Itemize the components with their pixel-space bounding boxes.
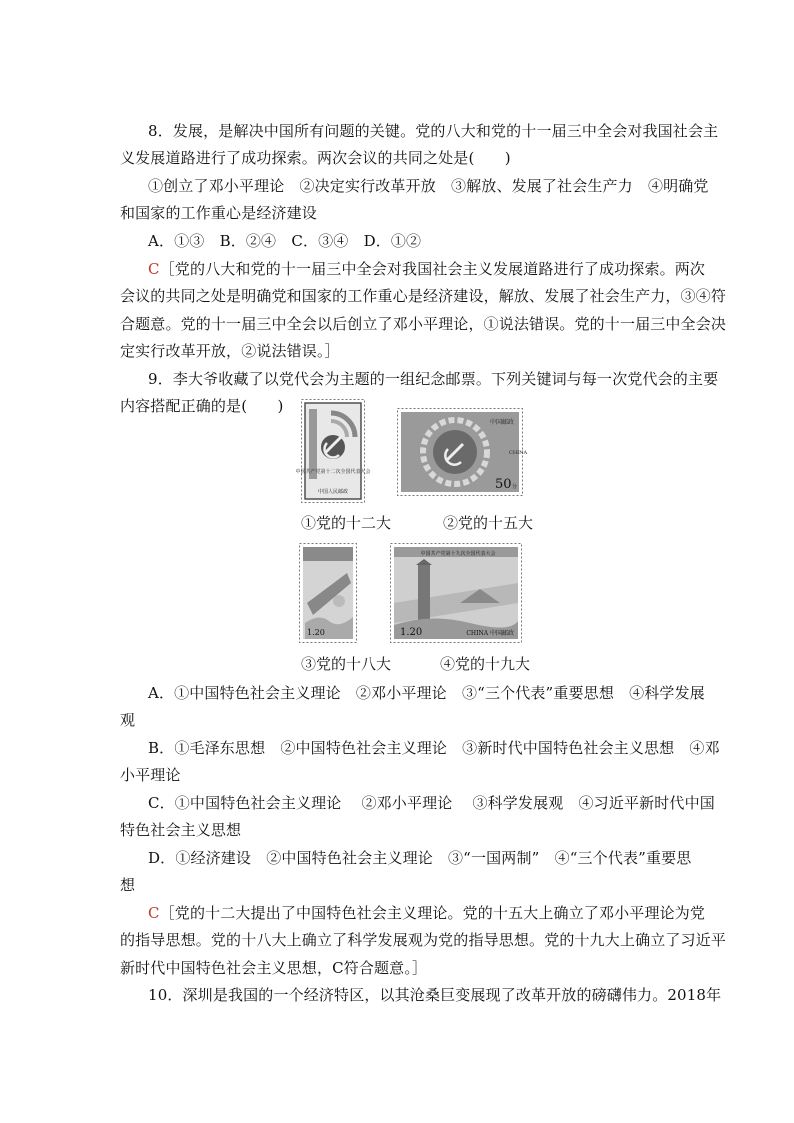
q9-stem-line1: 9．李大爷收藏了以党代会为主题的一组纪念邮票。下列关键词与每一次党代会的主要 — [148, 370, 719, 388]
q9-option-a-line1: A．①中国特色社会主义理论 ②邓小平理论 ③“三个代表”重要思想 ④科学发展 — [148, 684, 705, 702]
q9-option-c-line2: 特色社会主义思想 — [120, 821, 242, 839]
q9-option-b-line2: 小平理论 — [120, 766, 181, 784]
stamp-18th-congress — [299, 543, 357, 643]
stamp4-title: 中国共产党第十九次全国代表大会 — [420, 551, 496, 557]
q10-stem-line1: 10．深圳是我国的一个经济特区，以其沧桑巨变展现了改革开放的磅礴伟力。2018年 — [148, 986, 722, 1004]
stamp-19th-congress — [390, 543, 522, 643]
stamp4-post: CHINA 中国邮政 — [466, 630, 514, 637]
stamp-12th-congress — [295, 399, 371, 503]
q8-options-line2: 和国家的工作重心是经济建设 — [120, 204, 317, 222]
caption-1: ①党的十二大 — [301, 514, 392, 532]
q8-options-line1: ①创立了邓小平理论 ②决定实行改革开放 ③解放、发展了社会生产力 ④明确党 — [148, 177, 709, 195]
q9-stem-line2: 内容搭配正确的是( ) — [120, 397, 284, 415]
q8-stem-line1: 8．发展，是解决中国所有问题的关键。党的八大和党的十一届三中全会对我国社会主 — [148, 122, 719, 140]
q8-explanation-line3: 合题意。党的十一届三中全会以后创立了邓小平理论，①说法错误。党的十一届三中全会决 — [120, 315, 727, 333]
q8-choices: A．①③ B．②④ C．③④ D．①② — [148, 232, 422, 250]
q8-explanation-line2: 会议的共同之处是明确党和国家的工作重心是经济建设，解放、发展了社会生产力，③④符 — [120, 287, 727, 305]
stamp3-value: 1.20 — [307, 628, 325, 637]
q8-explanation-text: ［党的八大和党的十一届三中全会对我国社会主义发展道路进行了成功探索。两次 — [159, 260, 706, 278]
stamp4-value: 1.20 — [400, 627, 423, 638]
caption-3: ③党的十八大 — [301, 655, 392, 673]
q9-option-d-line1: D．①经济建设 ②中国特色社会主义理论 ③“一国两制” ④“三个代表”重要思 — [148, 849, 692, 867]
stamp2-unit: 分 — [512, 484, 518, 490]
q9-explanation-line1 — [148, 903, 706, 923]
q9-explanation-text: ［党的十二大提出了中国特色社会主义理论。党的十五大上确立了邓小平理论为党 — [159, 904, 706, 922]
q9-answer-letter: C — [148, 904, 160, 922]
stamp-15th-congress — [397, 408, 528, 496]
q8-answer-letter: C — [148, 260, 160, 278]
caption-2: ②党的十五大 — [443, 514, 534, 532]
stamp1-title: 中国共产党第十二次全国代表大会 — [295, 469, 371, 475]
q9-option-a-line2: 观 — [120, 711, 136, 729]
stamp2-value: 50 — [495, 477, 512, 492]
q9-explanation-line2: 的指导思想。党的十八大上确立了科学发展观为党的指导思想。党的十九大上确立了习近平 — [120, 931, 727, 949]
q9-option-d-line2: 想 — [120, 876, 136, 894]
q9-option-c-line1: C．①中国特色社会主义理论 ②邓小平理论 ③科学发展观 ④习近平新时代中国 — [148, 794, 715, 812]
q8-explanation-line4: 定实行改革开放，②说法错误。］ — [120, 342, 340, 360]
q8-stem-line2: 义发展道路进行了成功探索。两次会议的共同之处是( ) — [120, 149, 511, 167]
q8-explanation-line1 — [148, 259, 706, 279]
stamp1-post: 中国人民邮政 — [317, 489, 349, 495]
q9-explanation-line3: 新时代中国特色社会主义思想，C符合题意。］ — [120, 959, 428, 977]
stamp2-china: CHINA — [509, 450, 528, 456]
caption-4: ④党的十九大 — [440, 655, 531, 673]
stamp2-post: 中国邮政 — [489, 419, 515, 426]
q9-option-b-line1: B．①毛泽东思想 ②中国特色社会主义理论 ③新时代中国特色社会主义思想 ④邓 — [148, 739, 720, 757]
